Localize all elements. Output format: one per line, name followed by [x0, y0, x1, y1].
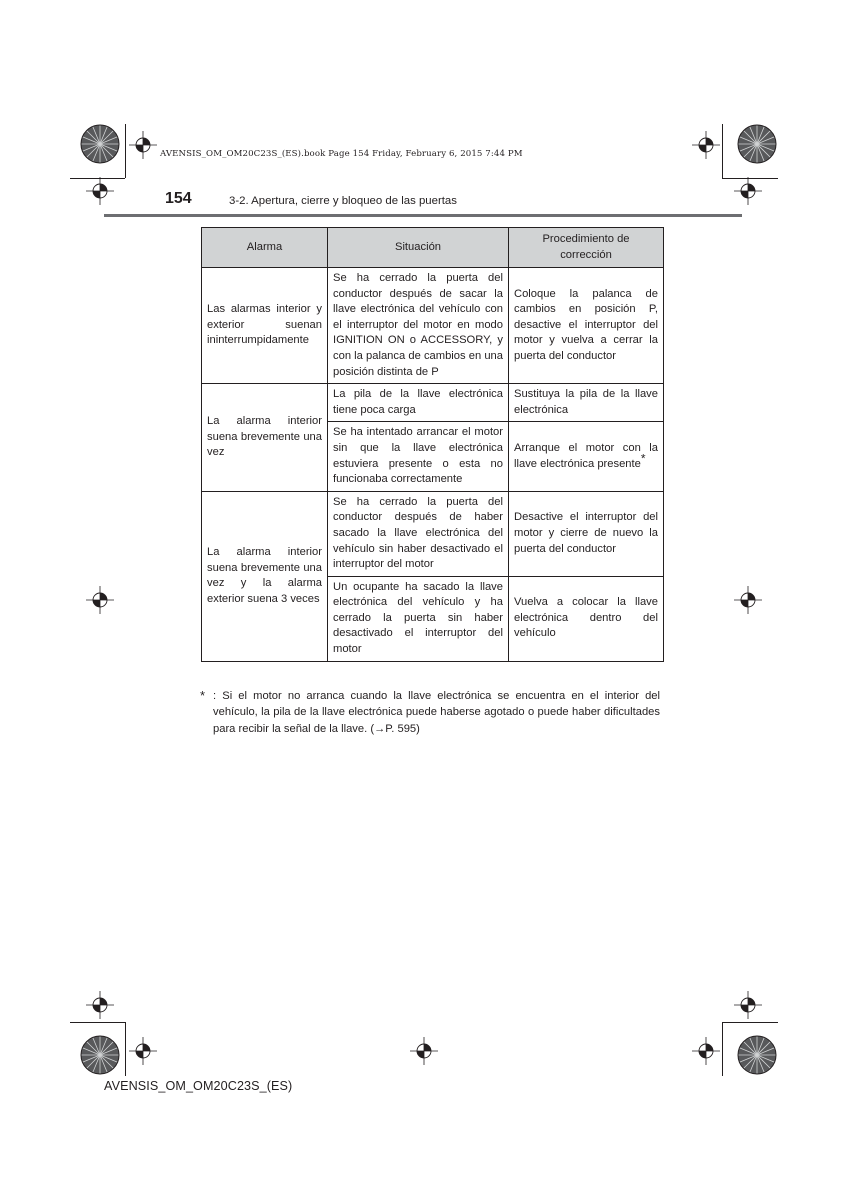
crop-line	[722, 1022, 778, 1023]
column-header-alarm: Alarma	[202, 228, 328, 268]
table-row	[202, 268, 664, 384]
alarm-cell: Las alarmas interior y exterior suenan ininterrumpidamente	[202, 268, 328, 384]
column-header-situation: Situación	[328, 228, 509, 268]
book-info-line: AVENSIS_OM_OM20C23S_(ES).book Page 154 Friday, February 6, 2015 7:44 PM	[160, 149, 523, 159]
crosshair-mark-icon	[734, 586, 762, 614]
procedure-cell: Vuelva a colocar la llave electrónica dentro del vehículo	[509, 576, 664, 661]
situation-cell: Un ocupante ha sacado la llave electrónica del vehículo y ha cerrado la puerta sin haber desactivado el interruptor del motor	[328, 576, 509, 661]
crosshair-mark-icon	[86, 991, 114, 1019]
procedure-text: Arranque el motor con la llave electrónica presente	[514, 441, 658, 470]
table-header-row	[202, 228, 664, 268]
crop-line	[70, 1022, 125, 1023]
crosshair-mark-icon	[692, 1037, 720, 1065]
footnote-text: : Si el motor no arranca cuando la llave electrónica se encuentra en el interior del vehículo, la pila de la llave electrónica puede haberse agotado o puede haber dificultades para recibir la señal de la llave. (→P. 595)	[213, 690, 660, 735]
situation-cell: La pila de la llave electrónica tiene poca carga	[328, 384, 509, 422]
crosshair-mark-icon	[734, 177, 762, 205]
situation-cell: Se ha intentado arrancar el motor sin que la llave electrónica estuviera presente o esta no funcionaba correctamente	[328, 422, 509, 491]
situation-cell: Se ha cerrado la puerta del conductor después de haber sacado la llave electrónica del vehículo sin haber desactivado el interruptor del motor	[328, 491, 509, 576]
registration-target-icon	[80, 1035, 120, 1075]
crosshair-mark-icon	[86, 586, 114, 614]
crosshair-mark-icon	[734, 991, 762, 1019]
footnote-mark: *	[200, 688, 206, 703]
column-header-procedure: Procedimiento de corrección	[509, 228, 664, 268]
footer-document-code: AVENSIS_OM_OM20C23S_(ES)	[104, 1079, 293, 1093]
footnote-reference: *	[640, 450, 646, 465]
procedure-cell: Sustituya la pila de la llave electrónica	[509, 384, 664, 422]
page-number: 154	[165, 190, 192, 207]
crop-line	[125, 1022, 126, 1076]
crosshair-mark-icon	[129, 1037, 157, 1065]
alarm-cell: La alarma interior suena brevemente una vez	[202, 384, 328, 492]
section-title: 3-2. Apertura, cierre y bloqueo de las puertas	[229, 195, 457, 207]
registration-target-icon	[80, 124, 120, 164]
alarm-cell: La alarma interior suena brevemente una vez y la alarma exterior suena 3 veces	[202, 491, 328, 661]
crosshair-mark-icon	[86, 177, 114, 205]
crosshair-mark-icon	[692, 131, 720, 159]
header-rule	[104, 214, 742, 217]
registration-target-icon	[737, 1035, 777, 1075]
crop-line	[722, 124, 723, 178]
alarm-table	[201, 227, 664, 662]
footnote	[200, 688, 660, 737]
situation-cell: Se ha cerrado la puerta del conductor después de sacar la llave electrónica del vehículo con el interruptor del motor en modo IGNITION ON o ACCESSORY, y con la palanca de cambios en una posición distinta de P	[328, 268, 509, 384]
table-row	[202, 491, 664, 576]
crosshair-mark-icon	[410, 1037, 438, 1065]
crosshair-mark-icon	[129, 131, 157, 159]
registration-target-icon	[737, 124, 777, 164]
table-row	[202, 384, 664, 422]
crop-line	[125, 124, 126, 178]
procedure-cell: Coloque la palanca de cambios en posición P, desactive el interruptor del motor y vuelva a cerrar la puerta del conductor	[509, 268, 664, 384]
crop-line	[722, 1022, 723, 1076]
procedure-cell	[509, 422, 664, 491]
procedure-cell: Desactive el interruptor del motor y cierre de nuevo la puerta del conductor	[509, 491, 664, 576]
